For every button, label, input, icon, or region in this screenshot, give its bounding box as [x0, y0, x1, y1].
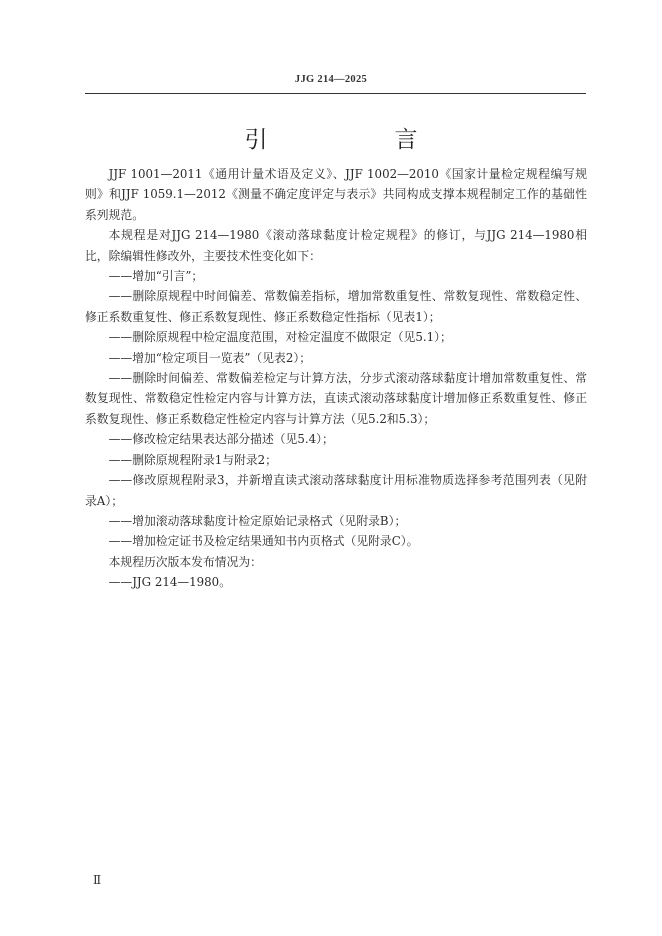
list-item: ——删除原规程附录1与附录2； [108, 452, 277, 467]
list-item: ——增加“引言”； [108, 269, 204, 284]
list-item: ——增加滚动落球黏度计检定原始记录格式（见附录B）； [108, 513, 407, 528]
body-text [85, 164, 587, 593]
page-number: Ⅱ [93, 873, 102, 887]
list-item: ——删除原规程中时间偏差、常数偏差指标，增加常数重复性、常数复现性、常数稳定性、修正系数重复性、修正系数复现性、修正系数稳定性指标（见表1）； [85, 289, 587, 324]
header-rule [85, 93, 586, 94]
list-item: ——增加检定证书及检定结果通知书内页格式（见附录C）。 [108, 534, 419, 549]
list-item: ——增加“检定项目一览表”（见表2）； [108, 350, 312, 365]
list-item: ——删除原规程中检定温度范围，对检定温度不做限定（见5.1）； [108, 330, 452, 345]
paragraph: 本规程是对JJG 214—1980《滚动落球黏度计检定规程》的修订，与JJG 214—1980相比，除编辑性修改外，主要技术性变化如下： [85, 228, 587, 263]
page-title: 引 言 [244, 127, 470, 153]
list-item: ——修改检定结果表达部分描述（见5.4）； [108, 432, 334, 447]
paragraph: JJF 1001—2011《通用计量术语及定义》、JJF 1002—2010《国家计量检定规程编写规则》和JJF 1059.1—2012《测量不确定度评定与表示》共同构成支撑本规程制定工作的基础性系列规范。 [85, 167, 587, 222]
paragraph: 本规程历次版本发布情况为： [108, 554, 262, 569]
list-item: ——删除时间偏差、常数偏差检定与计算方法，分步式滚动落球黏度计增加常数重复性、常数复现性、常数稳定性检定内容与计算方法，直读式滚动落球黏度计增加修正系数重复性、修正系数复现性、修正系数稳定性检定内容与计算方法（见5.2和5.3）； [85, 371, 587, 426]
running-header: JJG 214—2025 [294, 74, 368, 85]
list-item: ——JJG 214—1980。 [108, 575, 231, 590]
list-item: ——修改原规程附录3，并新增直读式滚动落球黏度计用标准物质选择参考范围列表（见附录A）； [85, 473, 587, 508]
